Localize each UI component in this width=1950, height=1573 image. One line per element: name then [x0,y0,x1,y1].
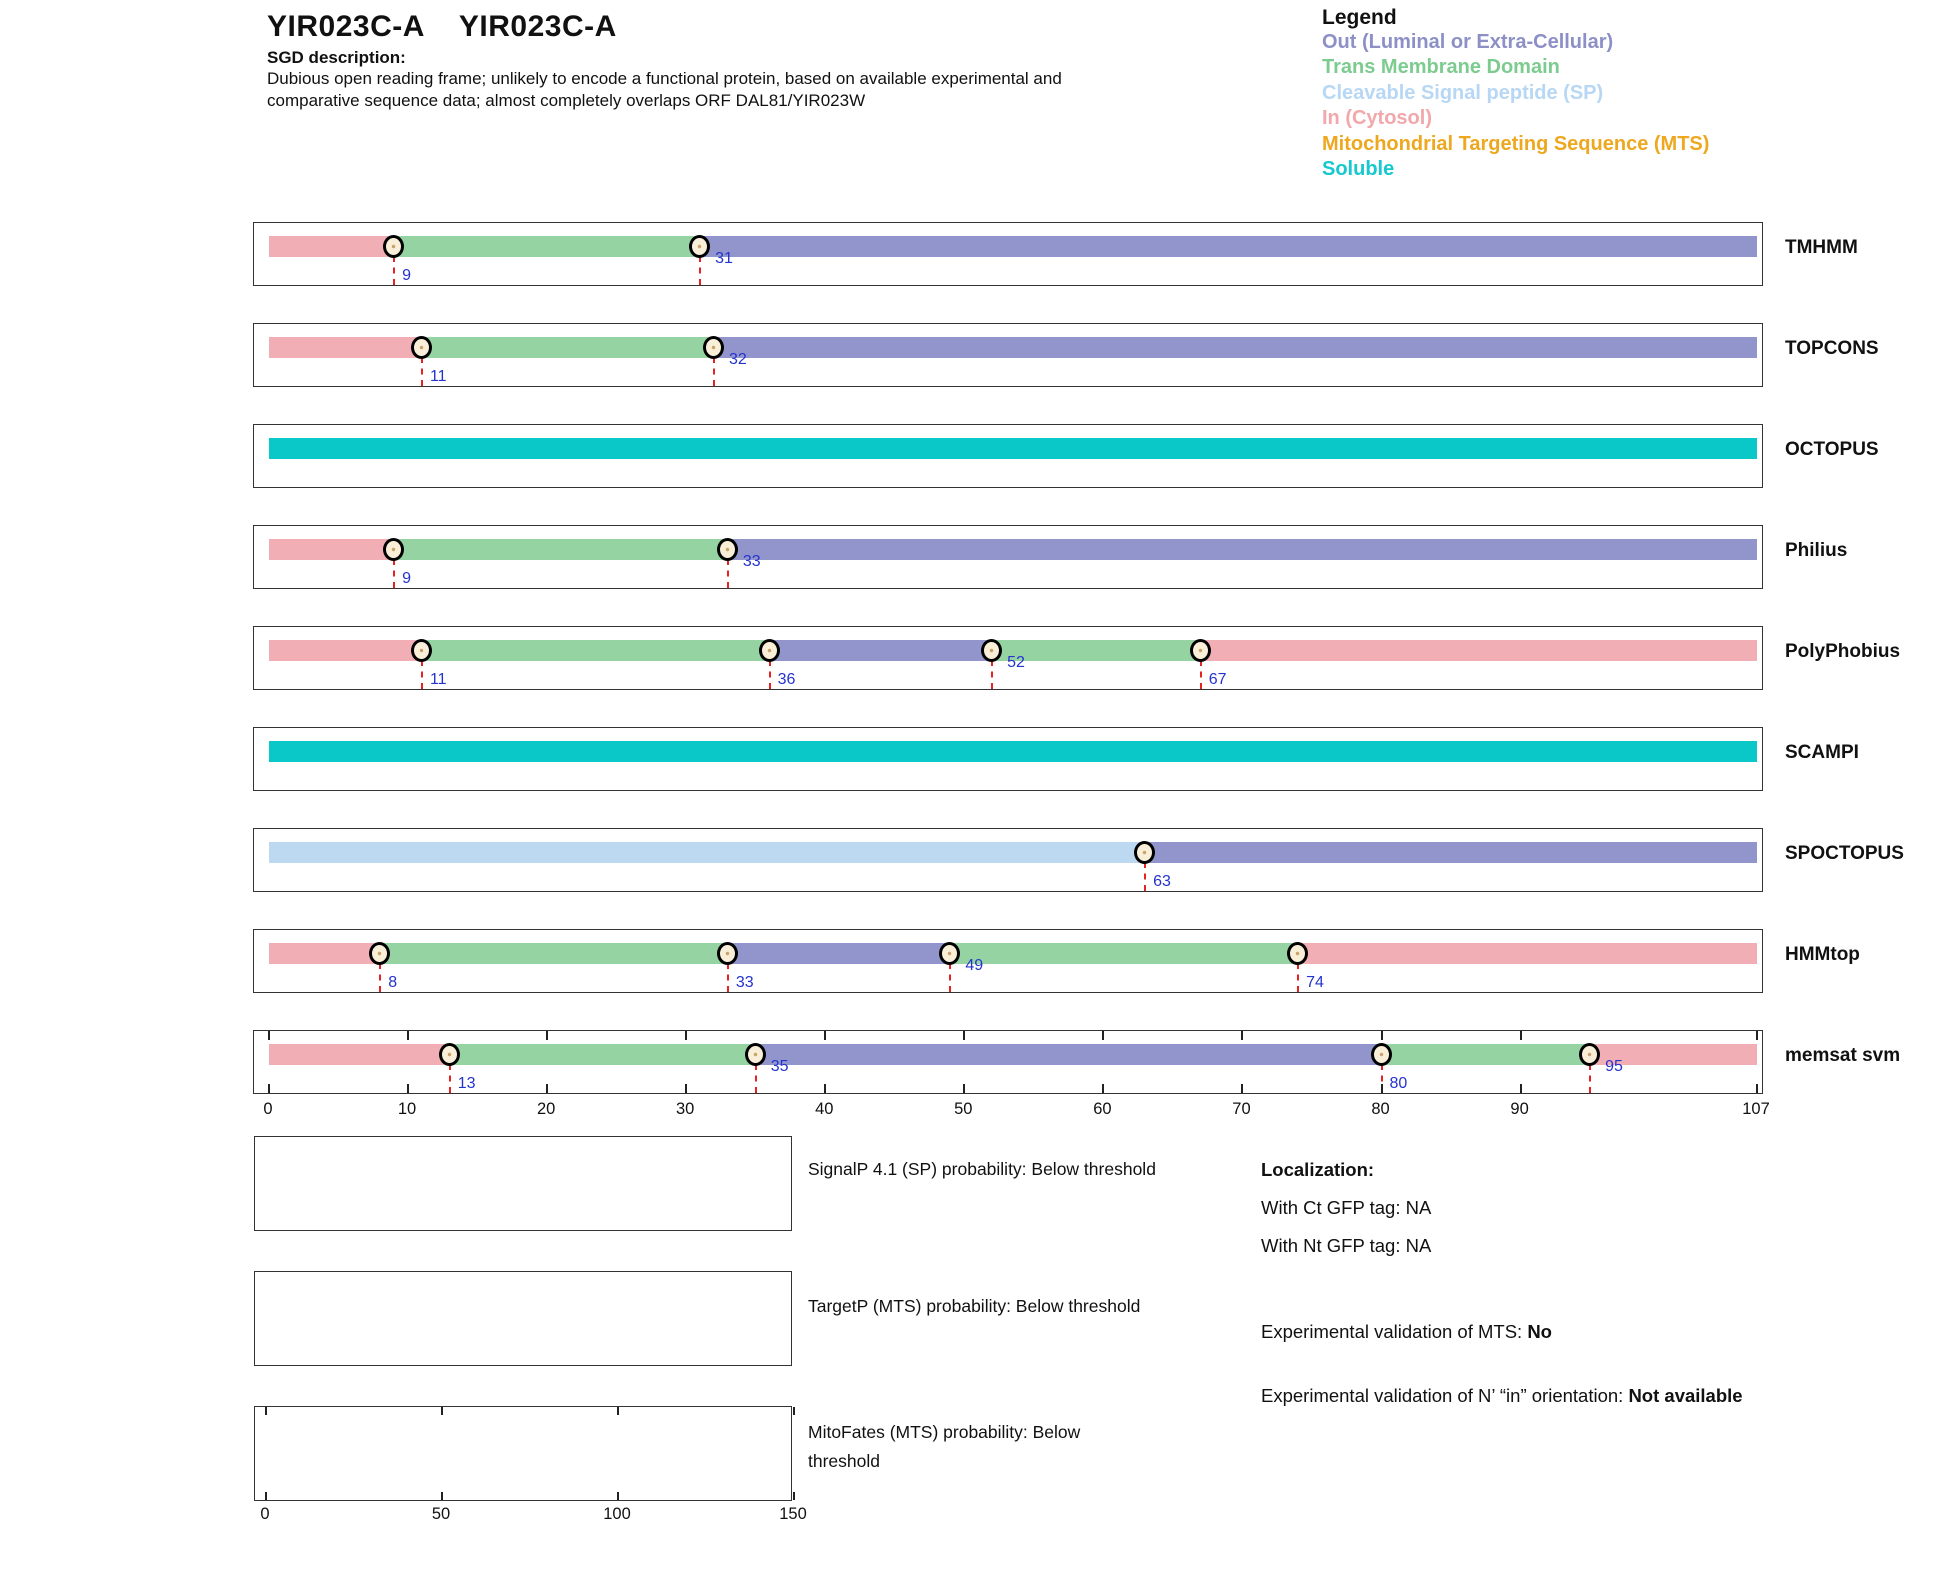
boundary-dash-line [1200,660,1202,689]
segment-tm [394,539,728,560]
track-plot-box-tmhmm [253,222,1763,286]
axis-tick-label: 10 [397,1100,417,1118]
orientation-validation-prefix: Experimental validation of N’ “in” orientation: [1261,1385,1629,1406]
segment-in [269,943,380,964]
axis-tick-label: 0 [260,1505,270,1523]
axis-tick [268,1084,270,1093]
segment-out [700,236,1757,257]
gene-id-secondary: YIR023C-A [458,10,617,43]
legend-item-sp: Cleavable Signal peptide (SP) [1322,81,1604,104]
topology-boundary-marker [439,1043,460,1066]
axis-tick [1241,1031,1243,1040]
axis-tick-label: 100 [603,1505,631,1523]
boundary-dash-line [1297,963,1299,992]
legend-item-soluble: Soluble [1322,158,1395,180]
topology-boundary-marker [1190,639,1211,662]
segment-in [269,236,394,257]
track-name-label: Philius [1785,540,1848,561]
page-title [267,10,651,44]
boundary-dash-line [699,256,701,285]
topology-boundary-marker [981,639,1002,662]
axis-tick [685,1084,687,1093]
segment-out [770,640,993,661]
boundary-dash-line [393,559,395,588]
axis-tick [1381,1084,1383,1093]
boundary-dash-line [421,357,423,386]
boundary-position-label: 11 [429,671,447,688]
probability-plot-label: MitoFates (MTS) probability: Below threshold [808,1422,1081,1471]
boundary-position-label: 67 [1208,671,1227,688]
boundary-position-label: 33 [742,553,761,570]
axis-tick [1102,1084,1104,1093]
track-plot-box-polyphobius [253,626,1763,690]
segment-out [756,1044,1382,1065]
ct-gfp-line: With Ct GFP tag: NA [1261,1197,1432,1218]
track-plot-box-scampi [253,727,1763,791]
boundary-position-label: 80 [1389,1075,1408,1092]
track-name-label: TOPCONS [1785,338,1879,359]
boundary-dash-line [713,357,715,386]
topology-boundary-marker [383,538,404,561]
localization-title: Localization: [1261,1159,1375,1180]
boundary-position-label: 9 [402,570,412,587]
boundary-position-label: 8 [388,974,398,991]
legend-title: Legend [1322,6,1397,29]
segment-tm [394,236,700,257]
topology-boundary-marker [717,538,738,561]
track-name-label: SPOCTOPUS [1785,843,1904,864]
axis-tick [265,1407,267,1415]
segment-out [714,337,1757,358]
track-name-label: HMMtop [1785,944,1860,965]
nt-gfp-line: With Nt GFP tag: NA [1261,1235,1432,1256]
gene-id-primary: YIR023C-A [267,10,425,43]
track-name-label: memsat svm [1785,1045,1901,1066]
legend-item-out: Out (Luminal or Extra-Cellular) [1322,31,1614,53]
axis-tick-label: 40 [815,1100,834,1118]
segment-out [728,943,951,964]
topology-boundary-marker [717,942,738,965]
segment-in [269,1044,450,1065]
axis-tick-label: 0 [263,1100,273,1118]
probability-plot-label: TargetP (MTS) probability: Below threshold [808,1296,1141,1316]
axis-tick [685,1031,687,1040]
axis-tick [407,1084,409,1093]
track-plot-box-philius [253,525,1763,589]
boundary-position-label: 52 [1007,654,1025,671]
topology-boundary-marker [1371,1043,1392,1066]
legend-item-mts: Mitochondrial Targeting Sequence (MTS) [1322,132,1710,155]
axis-tick [793,1407,795,1415]
axis-tick [824,1031,826,1040]
boundary-dash-line [991,660,993,689]
sgd-description-line1: Dubious open reading frame; unlikely to encode a functional protein, based on available experimental and [267,69,1062,88]
track-name-label: PolyPhobius [1785,641,1901,662]
probability-plot-label: SignalP 4.1 (SP) probability: Below threshold [808,1159,1156,1179]
axis-tick [1520,1031,1522,1040]
axis-tick [265,1492,267,1500]
boundary-dash-line [1589,1064,1591,1093]
boundary-dash-line [755,1064,757,1093]
axis-tick-label: 20 [536,1100,556,1118]
axis-tick [546,1084,548,1093]
track-name-label: SCAMPI [1785,742,1859,763]
track-plot-box-memsat-svm [253,1030,1763,1094]
sgd-description-label: SGD description: [267,48,406,67]
axis-tick [824,1084,826,1093]
boundary-dash-line [379,963,381,992]
boundary-dash-line [769,660,771,689]
axis-tick [617,1407,619,1415]
axis-tick [407,1031,409,1040]
track-name-label: OCTOPUS [1785,439,1879,460]
topology-boundary-marker [759,639,780,662]
segment-in [269,539,394,560]
axis-tick-label: 50 [431,1505,451,1523]
topology-boundary-marker [411,336,432,359]
segment-in [1201,640,1757,661]
topology-boundary-marker [745,1043,766,1066]
axis-tick [441,1492,443,1500]
segment-tm [380,943,728,964]
boundary-dash-line [421,660,423,689]
probability-plot-box-2 [254,1406,792,1501]
axis-tick-label: 90 [1510,1100,1529,1118]
segment-tm [422,337,714,358]
axis-tick [1756,1031,1758,1040]
axis-tick [617,1492,619,1500]
sgd-description-line2: comparative sequence data; almost completely overlaps ORF DAL81/YIR023W [267,91,866,110]
orientation-validation-value: Not available [1628,1385,1743,1406]
segment-tm [422,640,770,661]
segment-soluble [269,438,1757,459]
mts-validation-value: No [1527,1321,1552,1342]
segment-in [1298,943,1757,964]
axis-tick-label: 80 [1371,1100,1390,1118]
track-plot-box-topcons [253,323,1763,387]
axis-tick [546,1031,548,1040]
axis-tick [1756,1084,1758,1093]
topology-boundary-marker [411,639,432,662]
topology-boundary-marker [1134,841,1155,864]
boundary-position-label: 63 [1153,873,1171,890]
axis-tick-label: 50 [954,1100,973,1118]
axis-tick-label: 60 [1093,1100,1112,1118]
axis-tick [1381,1031,1383,1040]
boundary-dash-line [393,256,395,285]
boundary-dash-line [1144,862,1146,891]
topology-boundary-marker [703,336,724,359]
track-plot-box-hmmtop [253,929,1763,993]
legend-item-tm: Trans Membrane Domain [1322,56,1560,79]
segment-out [1145,842,1757,863]
topology-boundary-marker [1579,1043,1600,1066]
orientation-validation-line [1261,1380,1821,1412]
axis-tick [441,1407,443,1415]
track-plot-box-octopus [253,424,1763,488]
segment-in [269,337,422,358]
boundary-position-label: 31 [715,250,733,267]
probability-plot-box-1 [254,1271,792,1366]
boundary-position-label: 9 [402,267,412,284]
legend-item-in: In (Cytosol) [1322,107,1432,130]
probability-plot-box-0 [254,1136,792,1231]
segment-in [269,640,422,661]
axis-tick [963,1084,965,1093]
segment-sp [269,842,1145,863]
boundary-dash-line [949,963,951,992]
boundary-position-label: 36 [777,671,796,688]
axis-tick-label: 30 [676,1100,695,1118]
axis-tick [1241,1084,1243,1093]
boundary-dash-line [727,963,729,992]
segment-tm [450,1044,756,1065]
boundary-position-label: 33 [735,974,754,991]
track-plot-box-spoctopus [253,828,1763,892]
axis-tick-label: 70 [1232,1100,1251,1118]
topology-boundary-marker [689,235,710,258]
segment-tm [950,943,1298,964]
boundary-position-label: 49 [965,957,984,974]
axis-tick [793,1492,795,1500]
mts-validation-prefix: Experimental validation of MTS: [1261,1321,1528,1342]
segment-out [728,539,1757,560]
boundary-position-label: 35 [770,1058,789,1075]
track-name-label: TMHMM [1785,237,1858,258]
topology-boundary-marker [1287,942,1308,965]
mts-validation-line [1261,1320,1552,1344]
boundary-dash-line [727,559,729,588]
axis-tick [963,1031,965,1040]
boundary-position-label: 74 [1306,974,1324,991]
boundary-position-label: 32 [729,351,747,368]
axis-tick [1520,1084,1522,1093]
axis-tick-label: 150 [779,1505,807,1523]
topology-boundary-marker [383,235,404,258]
segment-tm [1382,1044,1591,1065]
axis-tick [268,1031,270,1040]
boundary-position-label: 95 [1605,1058,1623,1075]
axis-tick [1102,1031,1104,1040]
segment-soluble [269,741,1757,762]
axis-tick-label: 107 [1742,1100,1770,1118]
boundary-dash-line [449,1064,451,1093]
boundary-position-label: 13 [457,1075,476,1092]
boundary-position-label: 11 [429,368,447,385]
